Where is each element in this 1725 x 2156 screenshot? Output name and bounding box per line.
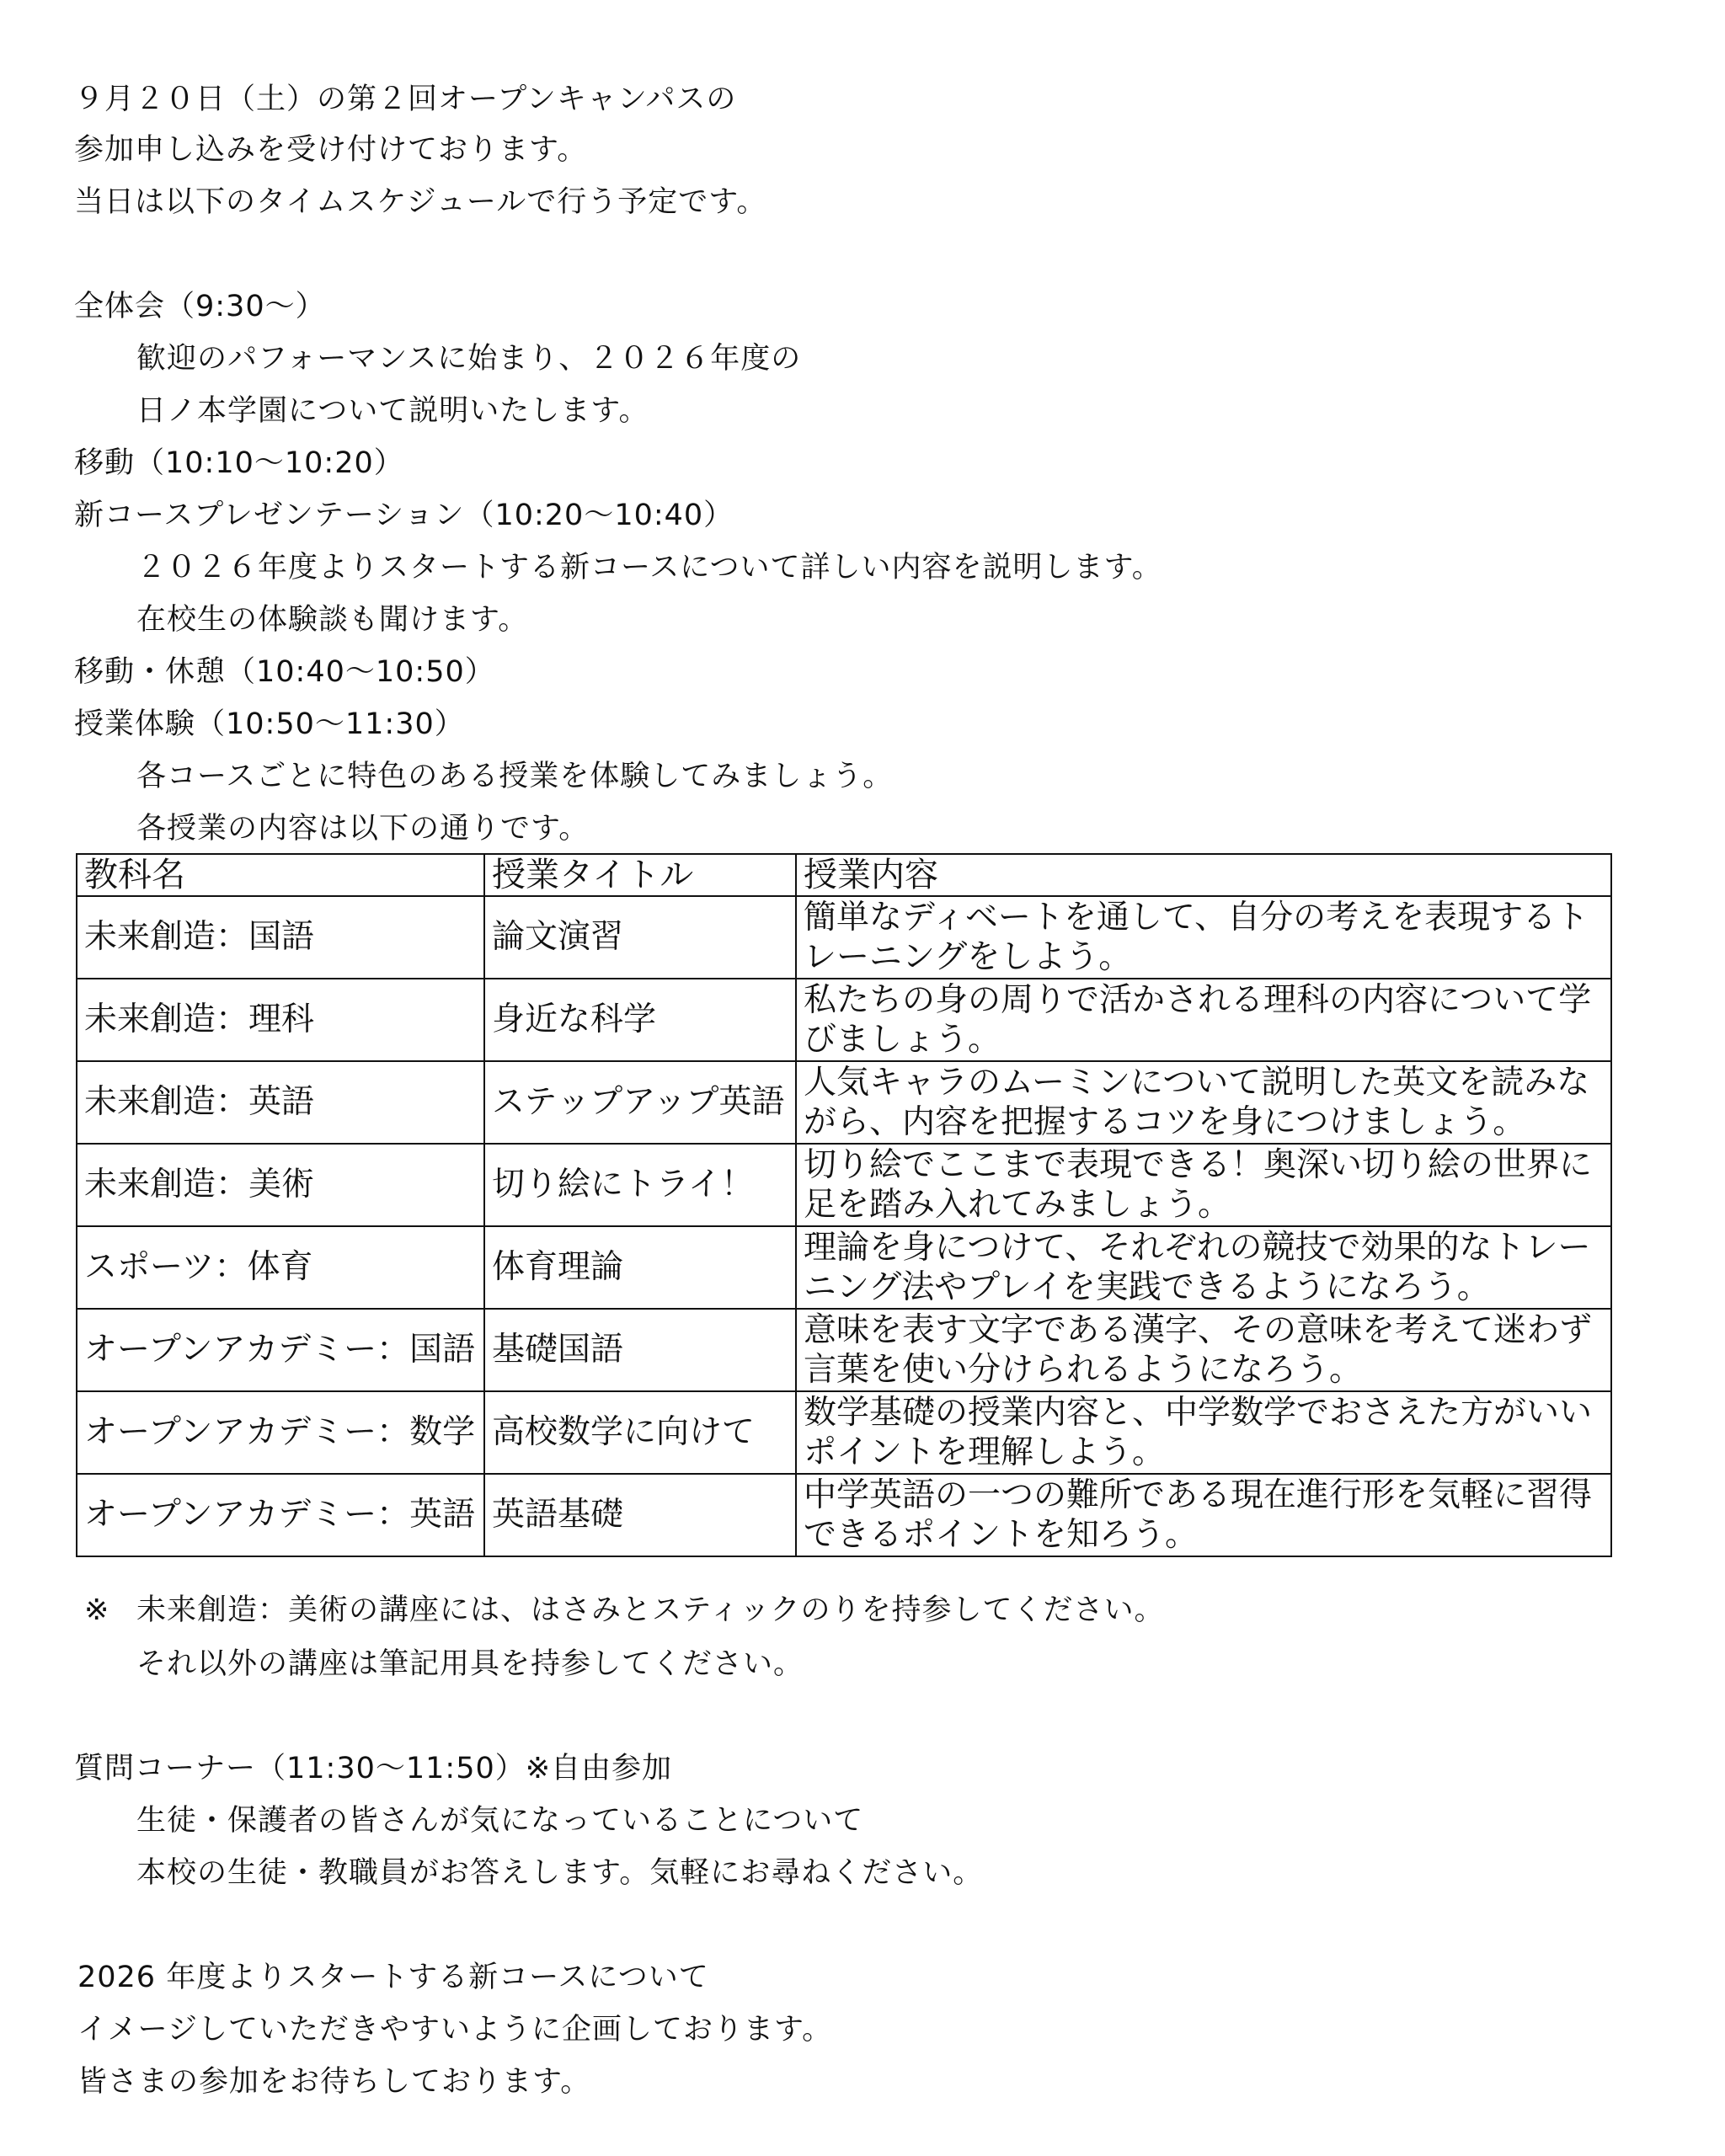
column-header-title: 授業タイトル — [484, 854, 796, 896]
closing-line: 皆さまの参加をお待ちしております。 — [77, 2065, 591, 2099]
subject-cell: スポーツ：体育 — [77, 1226, 484, 1309]
title-cell: 高校数学に向けて — [484, 1391, 796, 1474]
content-cell: 理論を身につけて、それぞれの競技で効果的なトレーニング法やプレイを実践できるようになろう。 — [796, 1226, 1611, 1309]
content-cell: 中学英語の一つの難所である現在進行形を気軽に習得できるポイントを知ろう。 — [796, 1474, 1611, 1556]
schedule-description: 各授業の内容は以下の通りです。 — [136, 812, 590, 846]
title-cell: 基礎国語 — [484, 1309, 796, 1391]
lessons-table — [76, 853, 1612, 1557]
table-row — [77, 1061, 1611, 1144]
subject-cell: オープンアカデミー：国語 — [77, 1309, 484, 1391]
subject-cell: オープンアカデミー：英語 — [77, 1474, 484, 1556]
table-header-row — [77, 854, 1611, 896]
schedule-description: 在校生の体験談も聞けます。 — [136, 603, 529, 637]
title-cell: 身近な科学 — [484, 979, 796, 1061]
table-row — [77, 1226, 1611, 1309]
schedule-heading-move-break: 移動・休憩（10:40〜10:50） — [74, 655, 495, 689]
title-cell: ステップアップ英語 — [484, 1061, 796, 1144]
intro-line: 当日は以下のタイムスケジュールで行う予定です。 — [74, 185, 767, 219]
content-cell: 切り絵でここまで表現できる！奥深い切り絵の世界に足を踏み入れてみましょう。 — [796, 1144, 1611, 1226]
column-header-subject: 教科名 — [77, 854, 484, 896]
schedule-description: 歓迎のパフォーマンスに始まり、２０２６年度の — [136, 342, 802, 376]
subject-cell: 未来創造：英語 — [77, 1061, 484, 1144]
content-cell: 意味を表す文字である漢字、その意味を考えて迷わず言葉を使い分けられるようになろう。 — [796, 1309, 1611, 1391]
content-cell: 人気キャラのムーミンについて説明した英文を読みながら、内容を把握するコツを身につけましょう。 — [796, 1061, 1611, 1144]
note-line: それ以外の講座は筆記用具を持参してください。 — [136, 1647, 804, 1681]
title-cell: 体育理論 — [484, 1226, 796, 1309]
note-line: 未来創造：美術の講座には、はさみとスティックのりを持参してください。 — [136, 1593, 1165, 1627]
subject-cell: オープンアカデミー：数学 — [77, 1391, 484, 1474]
table-row — [77, 896, 1611, 979]
column-header-content: 授業内容 — [796, 854, 1611, 896]
schedule-description: 生徒・保護者の皆さんが気になっていることについて — [136, 1804, 864, 1838]
subject-cell: 未来創造：理科 — [77, 979, 484, 1061]
note-mark: ※ — [84, 1593, 110, 1627]
schedule-description: 各コースごとに特色のある授業を体験してみましょう。 — [136, 760, 894, 793]
schedule-heading-general: 全体会（9:30〜） — [74, 290, 326, 323]
closing-line: 2026 年度よりスタートする新コースについて — [77, 1961, 709, 1994]
schedule-description: 日ノ本学園について説明いたします。 — [136, 394, 649, 428]
schedule-heading-class-trial: 授業体験（10:50〜11:30） — [74, 707, 465, 741]
subject-cell: 未来創造：国語 — [77, 896, 484, 979]
table-row — [77, 979, 1611, 1061]
content-cell: 私たちの身の周りで活かされる理科の内容について学びましょう。 — [796, 979, 1611, 1061]
schedule-description: ２０２６年度よりスタートする新コースについて詳しい内容を説明します。 — [136, 551, 1162, 584]
intro-line: ９月２０日（土）の第２回オープンキャンパスの — [74, 83, 737, 116]
content-cell: 簡単なディベートを通して、自分の考えを表現するトレーニングをしよう。 — [796, 896, 1611, 979]
schedule-heading-qa: 質問コーナー（11:30〜11:50）※自由参加 — [74, 1752, 673, 1785]
intro-line: 参加申し込みを受け付けております。 — [74, 133, 588, 167]
table-row — [77, 1391, 1611, 1474]
schedule-heading-move: 移動（10:10〜10:20） — [74, 446, 404, 480]
content-cell: 数学基礎の授業内容と、中学数学でおさえた方がいいポイントを理解しよう。 — [796, 1391, 1611, 1474]
schedule-heading-new-course: 新コースプレゼンテーション（10:20〜10:40） — [74, 499, 734, 532]
title-cell: 切り絵にトライ！ — [484, 1144, 796, 1226]
schedule-description: 本校の生徒・教職員がお答えします。気軽にお尋ねください。 — [136, 1856, 984, 1890]
title-cell: 英語基礎 — [484, 1474, 796, 1556]
table-row — [77, 1144, 1611, 1226]
table-row — [77, 1309, 1611, 1391]
table-row — [77, 1474, 1611, 1556]
closing-line: イメージしていただきやすいように企画しております。 — [77, 2013, 833, 2047]
subject-cell: 未来創造：美術 — [77, 1144, 484, 1226]
title-cell: 論文演習 — [484, 896, 796, 979]
